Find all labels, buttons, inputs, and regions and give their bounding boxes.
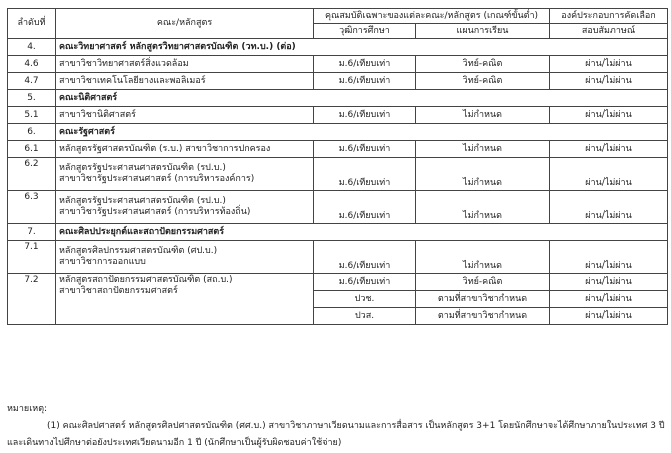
program-line: สาขาวิชาการออกแบบ [59, 257, 146, 267]
education-cell: ม.6/เทียบเท่า [314, 107, 416, 124]
admission-table-container [7, 8, 667, 325]
interview-cell: ผ่าน/ไม่ผ่าน [550, 107, 668, 124]
row-no: 7.2 [8, 274, 56, 325]
table-row [8, 73, 668, 90]
interview-cell: ผ่าน/ไม่ผ่าน [550, 141, 668, 158]
table-header-row [8, 9, 668, 24]
study-plan-cell: ไม่กำหนด [416, 158, 550, 191]
note-line: และเดินทางไปศึกษาต่อยังประเทศเวียดนามอีก 1 ปี (นักศึกษาเป็นผู้รับผิดชอบค่าใช้จ่าย) [7, 438, 342, 448]
study-plan-cell: ไม่กำหนด [416, 191, 550, 224]
education-cell: ม.6/เทียบเท่า [314, 274, 416, 291]
interview-cell: ผ่าน/ไม่ผ่าน [550, 56, 668, 73]
notes-section [7, 401, 667, 452]
header-education: วุฒิการศึกษา [314, 24, 416, 39]
interview-cell: ผ่าน/ไม่ผ่าน [550, 73, 668, 90]
table-row [8, 241, 668, 274]
table-row [8, 141, 668, 158]
program-line: หลักสูตรรัฐประศาสนศาสตรบัณฑิต (รป.บ.) [59, 163, 226, 173]
education-cell: ปวส. [314, 308, 416, 325]
section-title: คณะศิลปประยุกต์และสถาปัตยกรรมศาสตร์ [56, 224, 668, 241]
notes-title: หมายเหตุ: [7, 404, 48, 414]
program-line: หลักสูตรสถาปัตยกรรมศาสตรบัณฑิต (สถ.บ.) [59, 275, 233, 285]
program-line: หลักสูตรศิลปกรรมศาสตรบัณฑิต (ศป.บ.) [59, 246, 218, 256]
header-interview: สอบสัมภาษณ์ [550, 24, 668, 39]
row-no: 6.3 [8, 191, 56, 224]
interview-cell: ผ่าน/ไม่ผ่าน [550, 274, 668, 291]
program-name: สาขาวิชาวิทยาศาสตร์สิ่งแวดล้อม [56, 56, 314, 73]
header-qualifications: คุณสมบัติเฉพาะของแต่ละคณะ/หลักสูตร (เกณฑ์ขั้นต่ำ) [314, 9, 550, 24]
program-name: หลักสูตรรัฐศาสตรบัณฑิต (ร.บ.) สาขาวิชาการปกครอง [56, 141, 314, 158]
program-line: สาขาวิชารัฐประศาสนศาสตร์ (การบริหารองค์การ) [59, 174, 255, 184]
section-row [8, 224, 668, 241]
table-row [8, 158, 668, 191]
admission-requirements-table [7, 8, 668, 325]
table-row [8, 56, 668, 73]
study-plan-cell: วิทย์-คณิต [416, 274, 550, 291]
table-row [8, 191, 668, 224]
table-row [8, 274, 668, 291]
study-plan-cell: วิทย์-คณิต [416, 56, 550, 73]
section-title: คณะวิทยาศาสตร์ หลักสูตรวิทยาศาสตรบัณฑิต (วท.บ.) (ต่อ) [56, 39, 668, 56]
education-cell: ม.6/เทียบเท่า [314, 241, 416, 274]
education-cell: ม.6/เทียบเท่า [314, 191, 416, 224]
interview-cell: ผ่าน/ไม่ผ่าน [550, 241, 668, 274]
program-name: สาขาวิชานิติศาสตร์ [56, 107, 314, 124]
education-cell: ม.6/เทียบเท่า [314, 141, 416, 158]
education-cell: ปวช. [314, 291, 416, 308]
section-row [8, 124, 668, 141]
program-name [56, 158, 314, 191]
education-cell: ม.6/เทียบเท่า [314, 73, 416, 90]
header-no: ลำดับที่ [8, 9, 56, 39]
row-no: 6.2 [8, 158, 56, 191]
section-row [8, 90, 668, 107]
note-line: (1) คณะศิลปศาสตร์ หลักสูตรศิลปศาสตรบัณฑิต (ศศ.บ.) สาขาวิชาภาษาเวียดนามและการสื่อสาร เป็นหลักสูตร 3+1 โดยนักศึกษาจะได้ศึกษาภายในประเทศ 3 ปี [47, 421, 665, 431]
table-row [8, 107, 668, 124]
program-name [56, 274, 314, 325]
row-no: 7.1 [8, 241, 56, 274]
program-line: หลักสูตรรัฐประศาสนศาสตรบัณฑิต (รป.บ.) [59, 196, 226, 206]
interview-cell: ผ่าน/ไม่ผ่าน [550, 291, 668, 308]
row-no: 7. [8, 224, 56, 241]
row-no: 4.6 [8, 56, 56, 73]
row-no: 5. [8, 90, 56, 107]
program-name [56, 191, 314, 224]
study-plan-cell: วิทย์-คณิต [416, 73, 550, 90]
header-faculty: คณะ/หลักสูตร [56, 9, 314, 39]
section-title: คณะรัฐศาสตร์ [56, 124, 668, 141]
program-name: สาขาวิชาเทคโนโลยียางและพอลิเมอร์ [56, 73, 314, 90]
study-plan-cell: ตามที่สาขาวิชากำหนด [416, 308, 550, 325]
education-cell: ม.6/เทียบเท่า [314, 56, 416, 73]
header-study-plan: แผนการเรียน [416, 24, 550, 39]
program-name [56, 241, 314, 274]
interview-cell: ผ่าน/ไม่ผ่าน [550, 191, 668, 224]
study-plan-cell: ไม่กำหนด [416, 241, 550, 274]
study-plan-cell: ไม่กำหนด [416, 107, 550, 124]
row-no: 6.1 [8, 141, 56, 158]
study-plan-cell: ไม่กำหนด [416, 141, 550, 158]
row-no: 5.1 [8, 107, 56, 124]
row-no: 4.7 [8, 73, 56, 90]
interview-cell: ผ่าน/ไม่ผ่าน [550, 308, 668, 325]
study-plan-cell: ตามที่สาขาวิชากำหนด [416, 291, 550, 308]
program-line: สาขาวิชาสถาปัตยกรรมศาสตร์ [59, 286, 178, 296]
program-line: สาขาวิชารัฐประศาสนศาสตร์ (การบริหารท้องถิ่น) [59, 207, 251, 217]
section-title: คณะนิติศาสตร์ [56, 90, 668, 107]
row-no: 4. [8, 39, 56, 56]
education-cell: ม.6/เทียบเท่า [314, 158, 416, 191]
header-selection: องค์ประกอบการคัดเลือก [550, 9, 668, 24]
row-no: 6. [8, 124, 56, 141]
interview-cell: ผ่าน/ไม่ผ่าน [550, 158, 668, 191]
section-row [8, 39, 668, 56]
